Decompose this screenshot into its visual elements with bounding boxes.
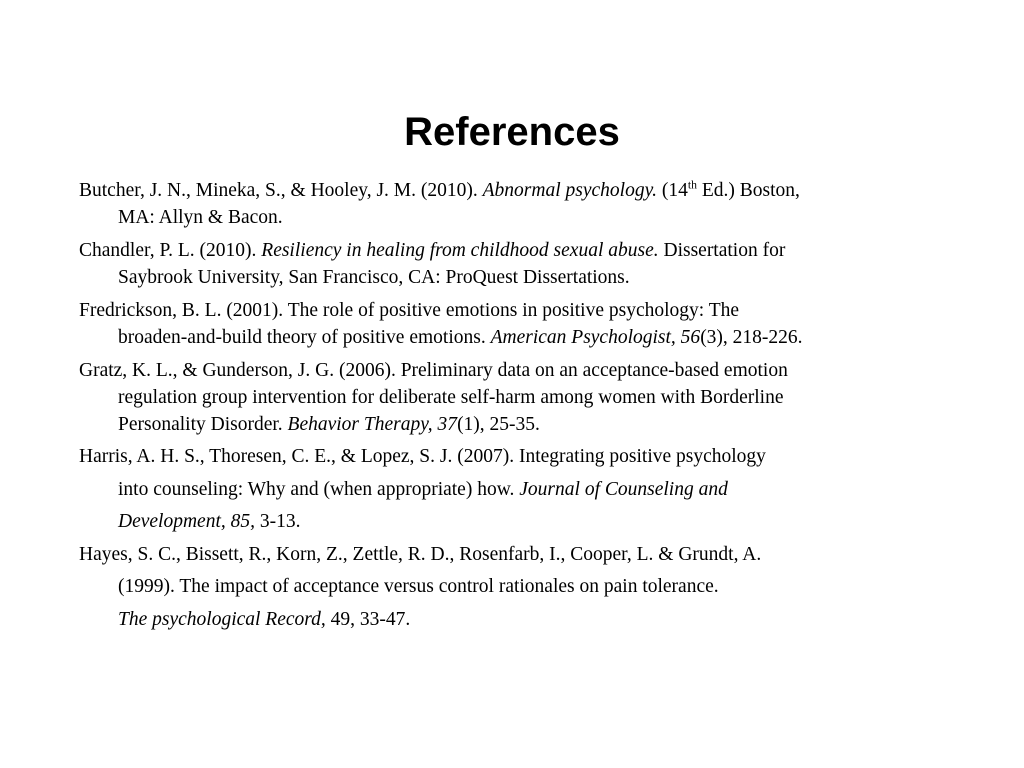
reference-text: (3), 218-226. <box>700 327 803 348</box>
reference-entry-hayes <box>79 539 939 637</box>
reference-text: (14 <box>657 180 688 201</box>
reference-text: (1999). The impact of acceptance versus control rationales on pain tolerance. <box>118 576 719 597</box>
reference-entry-gratz <box>79 357 939 438</box>
reference-text: Personality Disorder. <box>118 414 288 435</box>
reference-source-title: American Psychologist, 56 <box>490 327 701 348</box>
reference-source-title: Abnormal psychology. <box>482 180 658 201</box>
reference-text: Dissertation for <box>658 240 786 261</box>
reference-text: into counseling: Why and (when appropriate) how. <box>118 478 520 500</box>
reference-text: Saybrook University, San Francisco, CA: ProQuest Dissertations. <box>118 267 630 288</box>
reference-text: 49, 33-47. <box>325 608 411 630</box>
reference-text: Chandler, P. L. (2010). <box>79 240 262 261</box>
reference-text: 3-13. <box>255 511 301 532</box>
reference-entry-chandler <box>79 237 939 291</box>
reference-source-title: Behavior Therapy, 37 <box>287 414 458 435</box>
reference-source-title: Development, 85, <box>118 511 255 532</box>
reference-text: Fredrickson, B. L. (2001). The role of positive emotions in positive psychology: The <box>79 300 740 321</box>
page-title: References <box>404 110 620 154</box>
reference-list <box>79 177 939 636</box>
reference-source-title: Resiliency in healing from childhood sexual abuse. <box>261 240 659 261</box>
reference-source-title: Journal of Counseling and <box>519 478 728 500</box>
reference-text: Gratz, K. L., & Gunderson, J. G. (2006). Preliminary data on an acceptance-based emotion <box>79 360 788 381</box>
reference-superscript: th <box>687 178 698 192</box>
reference-text: Ed.) Boston, <box>697 180 800 201</box>
reference-text: MA: Allyn & Bacon. <box>118 207 283 228</box>
reference-text: Harris, A. H. S., Thoresen, C. E., & Lopez, S. J. (2007). Integrating positive psychology <box>79 446 766 467</box>
reference-entry-harris <box>79 441 939 539</box>
reference-text: (1), 25-35. <box>457 414 540 435</box>
reference-entry-butcher <box>79 177 939 231</box>
reference-source-title: The psychological Record, <box>118 608 326 630</box>
reference-text: regulation group intervention for deliberate self-harm among women with Borderline <box>118 387 784 408</box>
reference-text: broaden-and-build theory of positive emotions. <box>118 327 491 348</box>
reference-text: Hayes, S. C., Bissett, R., Korn, Z., Zettle, R. D., Rosenfarb, I., Cooper, L. & Grundt, A. <box>79 543 762 565</box>
reference-text: Butcher, J. N., Mineka, S., & Hooley, J. M. (2010). <box>79 180 483 201</box>
reference-entry-fredrickson <box>79 297 939 351</box>
